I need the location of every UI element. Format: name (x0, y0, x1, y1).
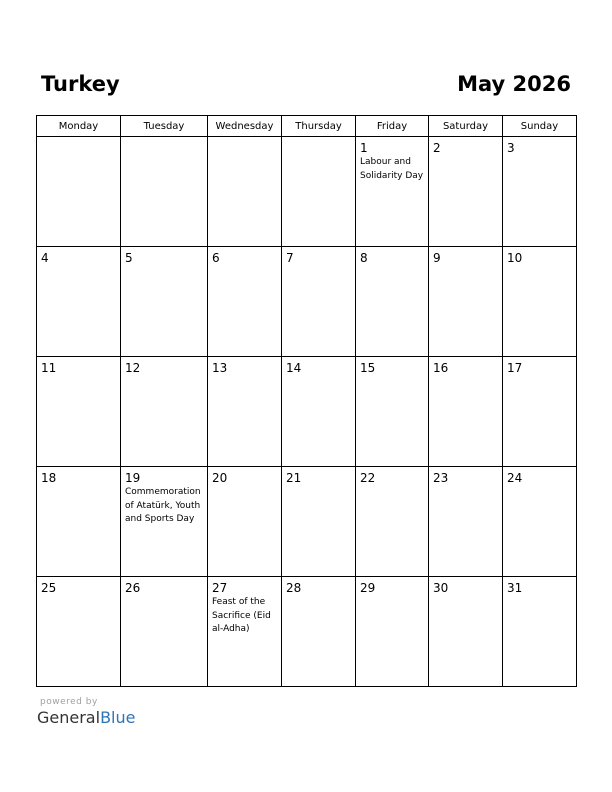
day-cell (282, 137, 356, 247)
day-cell (282, 357, 356, 467)
weekday-header: Sunday (503, 116, 577, 137)
holiday-label (37, 375, 120, 376)
weekday-header: Saturday (429, 116, 503, 137)
day-number: 29 (360, 581, 376, 595)
day-cell (429, 467, 503, 577)
day-cell (356, 137, 429, 247)
holiday-label (503, 485, 576, 486)
day-cell (503, 467, 577, 577)
weekday-header-row (37, 116, 577, 137)
day-number: 4 (41, 251, 49, 265)
day-number: 6 (212, 251, 220, 265)
day-cell (429, 137, 503, 247)
day-number: 10 (507, 251, 523, 265)
day-cell (37, 577, 121, 687)
day-cell (208, 467, 282, 577)
day-number: 15 (360, 361, 376, 375)
week-row (37, 247, 577, 357)
calendar-grid (36, 115, 577, 687)
holiday-label (282, 141, 355, 142)
day-cell (121, 357, 208, 467)
day-cell (37, 357, 121, 467)
holiday-label (121, 141, 207, 142)
day-cell (121, 577, 208, 687)
holiday-label (429, 485, 502, 486)
day-cell (429, 357, 503, 467)
generalblue-logo[interactable] (37, 708, 135, 728)
holiday-label (282, 595, 355, 596)
holiday-label (503, 375, 576, 376)
day-cell (208, 247, 282, 357)
day-number: 20 (212, 471, 228, 485)
country-title: Turkey (41, 72, 120, 96)
holiday-label (356, 595, 428, 596)
day-cell (208, 357, 282, 467)
day-number: 12 (125, 361, 141, 375)
day-number: 28 (286, 581, 302, 595)
week-row (37, 577, 577, 687)
day-cell (121, 247, 208, 357)
day-cell (503, 137, 577, 247)
day-cell (208, 137, 282, 247)
holiday-label: Commemoration of Atatürk, Youth and Sports Day (125, 487, 201, 524)
day-number: 17 (507, 361, 523, 375)
holiday-label (37, 595, 120, 596)
day-cell (121, 467, 208, 577)
day-cell (503, 357, 577, 467)
holiday-label (282, 375, 355, 376)
holiday-label (282, 485, 355, 486)
week-row (37, 357, 577, 467)
day-number: 1 (360, 141, 368, 155)
day-number: 11 (41, 361, 57, 375)
month-year-title: May 2026 (457, 72, 571, 96)
day-number: 13 (212, 361, 228, 375)
day-cell (356, 357, 429, 467)
weekday-header: Friday (356, 116, 429, 137)
holiday-label (503, 595, 576, 596)
holiday-label (121, 265, 207, 266)
holiday-label (356, 485, 428, 486)
day-number: 5 (125, 251, 133, 265)
holiday-label (121, 595, 207, 596)
day-number: 21 (286, 471, 302, 485)
holiday-label (429, 595, 502, 596)
day-cell (429, 247, 503, 357)
holiday-label (208, 485, 281, 486)
day-number: 2 (433, 141, 441, 155)
weekday-header: Wednesday (208, 116, 282, 137)
day-number: 22 (360, 471, 376, 485)
weekday-header: Thursday (282, 116, 356, 137)
day-cell (282, 467, 356, 577)
day-number: 9 (433, 251, 441, 265)
holiday-label (121, 375, 207, 376)
holiday-label: Labour and Solidarity Day (360, 157, 424, 181)
day-number: 16 (433, 361, 449, 375)
day-number: 7 (286, 251, 294, 265)
day-number: 18 (41, 471, 57, 485)
day-number: 14 (286, 361, 302, 375)
day-number: 8 (360, 251, 368, 265)
holiday-label: Feast of the Sacrifice (Eid al-Adha) (212, 597, 271, 634)
holiday-label (356, 375, 428, 376)
holiday-label (208, 141, 281, 142)
holiday-label (356, 265, 428, 266)
holiday-label (37, 485, 120, 486)
day-cell (37, 137, 121, 247)
holiday-label (208, 375, 281, 376)
week-row (37, 467, 577, 577)
day-cell (356, 467, 429, 577)
day-number: 23 (433, 471, 449, 485)
holiday-label (503, 155, 576, 156)
day-number: 27 (212, 581, 228, 595)
holiday-label (208, 265, 281, 266)
powered-by-label: powered by (40, 697, 98, 707)
holiday-label (282, 265, 355, 266)
day-number: 26 (125, 581, 141, 595)
day-cell (356, 247, 429, 357)
day-cell (37, 467, 121, 577)
holiday-label (429, 155, 502, 156)
holiday-label (429, 265, 502, 266)
weekday-header: Tuesday (121, 116, 208, 137)
day-cell (282, 247, 356, 357)
holiday-label (37, 141, 120, 142)
day-cell (356, 577, 429, 687)
day-cell (503, 247, 577, 357)
holiday-label (37, 265, 120, 266)
day-cell (429, 577, 503, 687)
day-cell (121, 137, 208, 247)
day-number: 24 (507, 471, 523, 485)
day-number: 19 (125, 471, 141, 485)
day-number: 30 (433, 581, 449, 595)
week-row (37, 137, 577, 247)
weekday-header: Monday (37, 116, 121, 137)
day-cell (37, 247, 121, 357)
holiday-label (503, 265, 576, 266)
day-cell (503, 577, 577, 687)
logo-text-blue: Blue (100, 708, 136, 727)
day-cell (208, 577, 282, 687)
day-number: 25 (41, 581, 57, 595)
day-cell (282, 577, 356, 687)
day-number: 3 (507, 141, 515, 155)
logo-text-general: General (37, 708, 101, 727)
day-number: 31 (507, 581, 523, 595)
holiday-label (429, 375, 502, 376)
